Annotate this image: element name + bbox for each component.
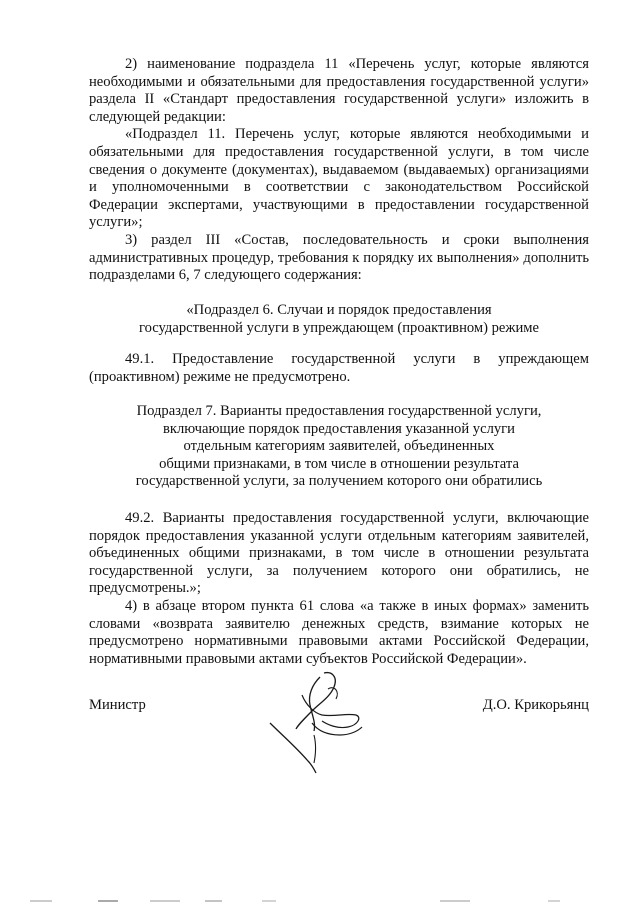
signatory-name: Д.О. Крикорьянц <box>482 697 589 713</box>
text-block-49-1 <box>89 351 589 386</box>
signature-block <box>89 697 589 717</box>
subsection-6-heading <box>89 302 589 337</box>
handwritten-signature <box>262 665 382 775</box>
paragraph-49-2: 49.2. Варианты предоставления государственной услуги, включающие порядок предоставления указанной услуги отдельным категориям заявителей, объединенных общими признаками, в том числе в отношении результата государственной услуги, за получением которого они обратились, не предусмотрены.»; <box>89 510 589 597</box>
heading-line: государственной услуги в упреждающем (проактивном) режиме <box>138 319 540 336</box>
heading-line: Подраздел 7. Варианты предоставления государственной услуги, <box>136 403 542 419</box>
heading-line: «Подраздел 6. Случаи и порядок предоставления <box>186 302 492 318</box>
paragraph-49-1: 49.1. Предоставление государственной услуги в упреждающем (проактивном) режиме не предусмотрено. <box>89 351 589 385</box>
subsection-7-heading <box>89 403 589 491</box>
heading-line: общими признаками, в том числе в отношении результата <box>159 455 519 472</box>
heading-line: отдельным категориям заявителей, объединенных <box>183 438 495 455</box>
text-block-bottom <box>89 510 589 668</box>
scan-edge-artifacts <box>0 893 640 905</box>
heading-line: государственной услуги, за получением которого они обратились <box>135 473 543 490</box>
heading-line: включающие порядок предоставления указанной услуги <box>163 420 515 437</box>
paragraph-item-2: 2) наименование подраздела 11 «Перечень услуг, которые являются необходимыми и обязательными для предоставления государственной услуги» раздела II «Стандарт предоставления государственной услуги» изложить в следующей редакции: <box>89 56 589 125</box>
paragraph-subsection-11: «Подраздел 11. Перечень услуг, которые являются необходимыми и обязательными для предоставления государственной услуги, в том числе сведения о документе (документах), выдаваемом (выдаваемых) организациями и уполномоченными в соответствии с законодательством Российской Федерации экспертами, участвующими в предоставлении государственной услуги»; <box>89 126 589 231</box>
paragraph-item-3: 3) раздел III «Состав, последовательность и сроки выполнения административных процедур, требования к порядку их выполнения» дополнить подразделами 6, 7 следующего содержания: <box>89 231 589 284</box>
text-block-top <box>89 56 589 285</box>
paragraph-item-4: 4) в абзаце втором пункта 61 слова «а также в иных формах» заменить словами «возврата заявителю денежных средств, взимание которых не предусмотрено нормативными правовыми актами Российской Федерации, нормативными правовыми актами субъектов Российской Федерации». <box>89 597 589 667</box>
signatory-title: Министр <box>89 697 146 713</box>
